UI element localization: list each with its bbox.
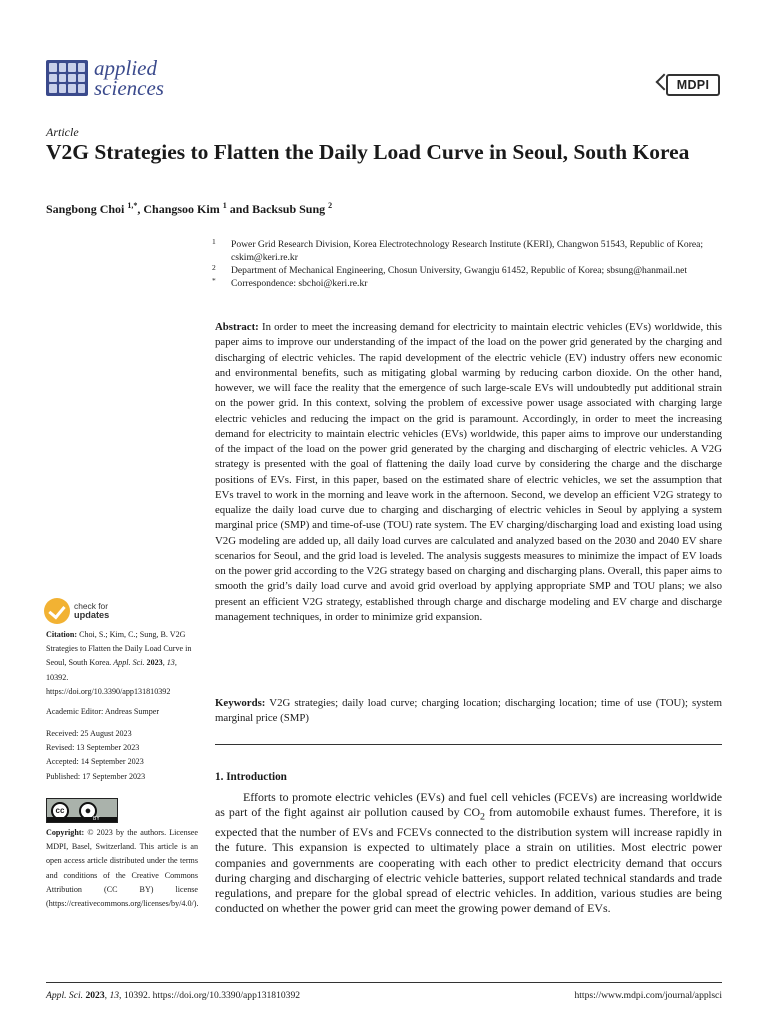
copyright-text: © 2023 by the authors. Licensee MDPI, Basel, Switzerland. This article is an open access article distributed under the terms and conditions of the Creative Commons Attribution (CC BY) license (https://creativecommons.org/licenses/by/4.0/).	[46, 828, 199, 909]
journal-emblem-icon	[46, 60, 88, 96]
received-date: Received: 25 August 2023	[46, 729, 132, 738]
section-heading: 1. Introduction	[215, 771, 287, 783]
journal-url-link[interactable]: https://www.mdpi.com/journal/applsci	[574, 990, 722, 1001]
accepted-date: Accepted: 14 September 2023	[46, 757, 144, 767]
article-type: Article	[46, 125, 79, 139]
cc-icon: cc	[51, 802, 69, 820]
cc-by-strip	[47, 817, 117, 822]
check-for-updates-button[interactable]	[44, 598, 109, 624]
citation-doi-link[interactable]: , 10392. https://doi.org/10.3390/app131810392	[46, 658, 177, 696]
section-divider	[215, 744, 722, 745]
correspondence-text: Correspondence: sbchoi@keri.re.kr	[231, 278, 368, 289]
academic-editor: Academic Editor: Andreas Sumper	[46, 707, 160, 716]
author-list	[46, 201, 332, 217]
affiliation-item	[212, 264, 732, 277]
updates-line2: updates	[74, 610, 110, 620]
intro-text: Efforts to promote electric vehicles (EVs) and fuel cell vehicles (FCEVs) are increasing worldwide as part of the fight against air pollution caused by CO	[215, 790, 722, 820]
citation-year: 2023	[146, 658, 163, 668]
citation-volume: 13	[166, 658, 175, 668]
affiliation-mark: 2	[212, 263, 216, 272]
intro-text: from automobile exhaust fumes. Therefore, it is expected that the number of EVs and FCEVs connected to the distribution system will increase rapidly in the future. This expansion is expected to ultimately place a strain on utilities. Most electric power companies and governments are cooperating with each other to predict electricity demand that occurs during charging and discharging of electric vehicle batteries, support related technical standards and trade regulations, and prepare for the global spread of electric vehicles. In addition, various studies are being conducted on whether the power grid can meet the growing power demand of EVs.	[215, 805, 722, 916]
affiliation-text: Department of Mechanical Engineering, Chosun University, Gwangju 61452, Republic of Korea; sbsung@hanmail.net	[231, 265, 688, 276]
keywords-text: V2G strategies; daily load curve; charging location; discharging location; time of use (TOU); system marginal price (SMP)	[215, 697, 722, 725]
updates-line1: check for	[74, 601, 108, 611]
journal-name-line2: sciences	[94, 76, 164, 100]
article-title: V2G Strategies to Flatten the Daily Load Curve in Seoul, South Korea	[46, 140, 690, 164]
keywords	[215, 696, 722, 727]
footer-divider	[46, 982, 722, 983]
check-for-updates-label	[74, 602, 109, 620]
citation-journal: Appl. Sci.	[113, 658, 145, 668]
publisher-logo	[666, 74, 720, 96]
affiliations	[212, 238, 732, 290]
author-affiliation-mark: 2	[328, 201, 333, 210]
cc-license-badge[interactable]	[46, 798, 118, 823]
author-affiliation-mark: 1	[222, 201, 227, 210]
footer-volume: 13	[109, 990, 120, 1001]
citation: Citation: Choi, S.; Kim, C.; Sung, B. V2G Strategies to Flatten the Daily Load Curve in Seoul, South Korea. Appl. Sci. 2023, 13, 10392. https://doi.org/10.3390/app131810392	[46, 630, 192, 696]
abstract-label: Abstract:	[215, 321, 259, 333]
publication-dates	[46, 727, 145, 784]
journal-name	[94, 58, 164, 98]
attribution-icon: ●	[79, 802, 97, 820]
intro-paragraph	[215, 790, 722, 917]
author-name[interactable]: Sangbong Choi	[46, 202, 125, 216]
affiliation-mark: 1	[212, 237, 216, 246]
journal-name-line1: applied	[94, 56, 157, 80]
affiliation-item	[212, 277, 732, 290]
author-name[interactable]: Changsoo Kim	[143, 202, 220, 216]
published-date: Published: 17 September 2023	[46, 771, 146, 781]
cc-by-label: BY	[93, 816, 100, 822]
abstract	[215, 320, 722, 625]
affiliation-text: Power Grid Research Division, Korea Electrotechnology Research Institute (KERI), Changwon 51543, Republic of Korea; cskim@keri.re.kr	[231, 239, 704, 263]
copyright-notice	[46, 826, 198, 911]
footer-year: 2023	[85, 990, 105, 1001]
publisher-name: MDPI	[666, 74, 720, 96]
checkmark-icon	[44, 598, 70, 624]
journal-logo	[46, 58, 164, 98]
author-name[interactable]: Backsub Sung	[252, 202, 326, 216]
footer-citation: Appl. Sci. 2023, 13, 10392. https://doi.org/10.3390/app131810392	[46, 990, 301, 1001]
author-separator: ,	[137, 202, 144, 216]
author-separator: and	[226, 202, 253, 216]
footer-journal: Appl. Sci.	[46, 990, 84, 1001]
author-affiliation-mark: 1,*	[127, 201, 138, 210]
citation-label: Citation:	[46, 630, 78, 639]
citation-text: Choi, S.; Kim, C.; Sung, B. V2G Strategies to Flatten the Daily Load Curve in Seoul, South Korea.	[46, 630, 192, 668]
revised-date: Revised: 13 September 2023	[46, 743, 140, 753]
footer-doi[interactable]: , 10392. https://doi.org/10.3390/app131810392	[119, 990, 301, 1001]
affiliation-item	[212, 238, 732, 264]
copyright-label: Copyright:	[46, 828, 85, 837]
affiliation-mark: *	[212, 276, 216, 285]
intro-subscript: 2	[480, 811, 485, 823]
abstract-text: In order to meet the increasing demand for electricity to maintain electric vehicles (EVs) worldwide, this paper aims to improve our understanding of the impact of the load on the power grid generated by the charging and discharging of electric vehicles. The rapid development of the electric vehicle (EV) industry offers new economic and environmental benefits, such as mitigating global warming by reducing carbon dioxide. On the other hand, however, we will face the reality that the emergence of such large-scale EVs will undoubtedly put additional strain on the power grid. In this context, solving the problem of excessive power usage associated with charging large electric vehicles and reducing the impact on the grid is paramount. Accordingly, in order to meet the increasing demand for electricity to maintain electric vehicles (EVs) worldwide, this paper aims to improve our understanding of the impact of the load on the power grid generated by the charging and discharging of electric vehicles. A V2G strategy is presented with the goal of flattening the daily load curve by considering the charge and the discharge positions of EVs. First, in this paper, based on the estimated share of electric vehicles, we set the assumption that EVs travel to work in the morning and leave work in the afternoon. Second, we develop an efficient V2G strategy to equalize the daily load curve due to charging and discharging of electric vehicles in Seoul by applying a system marginal price (SMP) and time-of-use (TOU) rate system. The EV charging/discharging load and existing load using V2G modeling are added up, all daily load curves are calculated and analyzed based on the 2030 and 2040 EV share scenarios for Seoul, and the grid load is leveled. The analysis suggests measures to minimize the impact of EV loads on the power grid according to the V2G strategy based on charging and discharging plans. Overall, this paper aims to smooth the grid’s daily load curve and avoid grid overload by applying appropriate SMP and TOU plans; we also present an efficient V2G strategy, established through charge and discharge modeling and EV charge and discharge management techniques, in order to minimize grid expansion.	[215, 321, 722, 623]
keywords-label: Keywords:	[215, 697, 266, 709]
